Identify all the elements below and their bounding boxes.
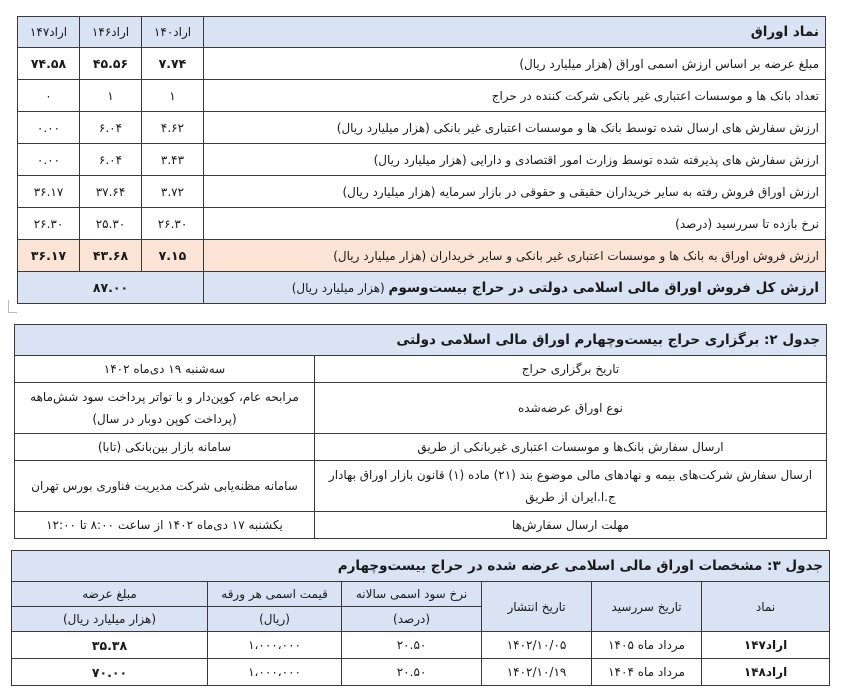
row-label: تعداد بانک ها و موسسات اعتباری غیر بانکی شرکت کننده در حراج bbox=[204, 80, 826, 112]
cell-value: ۲۶.۳۰ bbox=[142, 208, 204, 240]
table-row bbox=[15, 434, 827, 461]
header-amount-unit: (هزار میلیارد ریال) bbox=[12, 607, 208, 632]
header-price-unit: (ریال) bbox=[208, 607, 342, 632]
cell-value: ۳۷.۶۴ bbox=[80, 176, 142, 208]
cell-value: ۲۶.۳۰ bbox=[18, 208, 80, 240]
cell-value: ۴۳.۶۸ bbox=[80, 240, 142, 272]
auction-results-table bbox=[17, 16, 826, 304]
cell-price: ۱،۰۰۰،۰۰۰ bbox=[208, 659, 342, 686]
row-label: ارزش اوراق فروش رفته به سایر خریداران حقیقی و حقوقی در بازار سرمایه (هزار میلیارد ریال) bbox=[204, 176, 826, 208]
auction-info-table bbox=[14, 324, 827, 539]
cell-maturity: مرداد ماه ۱۴۰۴ bbox=[592, 659, 702, 686]
table-title-row bbox=[15, 325, 827, 356]
cell-amount: ۷۰.۰۰ bbox=[12, 659, 208, 686]
table-header-row bbox=[12, 582, 830, 607]
row-label: ارسال سفارش شرکت‌های بیمه و نهادهای مالی موضوع بند (۲۱) ماده (۱) قانون بازار اوراق بهادار ج.ا.ایران از طریق bbox=[315, 461, 827, 512]
cell-value: ۱ bbox=[80, 80, 142, 112]
cell-value: ۷.۱۵ bbox=[142, 240, 204, 272]
row-label: ارزش سفارش های پذیرفته شده توسط وزارت امور اقتصادی و دارایی (هزار میلیارد ریال) bbox=[204, 144, 826, 176]
cell-maturity: مرداد ماه ۱۴۰۵ bbox=[592, 632, 702, 659]
total-label-unit: (هزار میلیارد ریال) bbox=[291, 280, 389, 295]
header-rate: نرخ سود اسمی سالانه bbox=[342, 582, 482, 607]
cell-value: ۰.۰۰ bbox=[18, 144, 80, 176]
table-row-highlight bbox=[18, 240, 826, 272]
cell-amount: ۳۵.۳۸ bbox=[12, 632, 208, 659]
cell-value: ۶.۰۴ bbox=[80, 112, 142, 144]
table-header-row bbox=[18, 17, 826, 48]
total-label bbox=[204, 272, 826, 304]
cell-value: ۳.۴۳ bbox=[142, 144, 204, 176]
table-row bbox=[18, 80, 826, 112]
cell-value: ۴.۶۲ bbox=[142, 112, 204, 144]
row-value: مرابحه عام، کوپن‌دار و با تواتر پرداخت سود شش‌ماهه (پرداخت کوپن دوبار در سال) bbox=[15, 383, 315, 434]
header-symbol-label: نماد اوراق bbox=[204, 17, 826, 48]
cell-value: ۳۶.۱۷ bbox=[18, 240, 80, 272]
table-title: جدول ۲: برگزاری حراج بیست‌وچهارم اوراق مالی اسلامی دولتی bbox=[15, 325, 827, 356]
total-value: ۸۷.۰۰ bbox=[18, 272, 204, 304]
securities-specs-table bbox=[11, 550, 830, 686]
table-row bbox=[18, 112, 826, 144]
header-issue-date: تاریخ انتشار bbox=[482, 582, 592, 632]
header-col-arad146: اراد۱۴۶ bbox=[80, 17, 142, 48]
cell-value: ۷.۷۴ bbox=[142, 48, 204, 80]
cell-value: ۳۶.۱۷ bbox=[18, 176, 80, 208]
cell-value: ۰.۰۰ bbox=[18, 112, 80, 144]
header-maturity: تاریخ سررسید bbox=[592, 582, 702, 632]
row-label: نوع اوراق عرضه‌شده bbox=[315, 383, 827, 434]
cell-issue-date: ۱۴۰۲/۱۰/۰۵ bbox=[482, 632, 592, 659]
cell-value: ۰ bbox=[18, 80, 80, 112]
table-row bbox=[18, 48, 826, 80]
row-label: نرخ بازده تا سررسید (درصد) bbox=[204, 208, 826, 240]
table-row bbox=[18, 144, 826, 176]
row-label: تاریخ برگزاری حراج bbox=[315, 356, 827, 383]
cell-rate: ۲۰.۵۰ bbox=[342, 632, 482, 659]
table-row bbox=[18, 176, 826, 208]
cell-value: ۲۵.۳۰ bbox=[80, 208, 142, 240]
header-rate-unit: (درصد) bbox=[342, 607, 482, 632]
header-symbol: نماد bbox=[702, 582, 830, 632]
header-price: قیمت اسمی هر ورقه bbox=[208, 582, 342, 607]
row-label: ارزش سفارش های ارسال شده توسط بانک ها و موسسات اعتباری غیر بانکی (هزار میلیارد ریال) bbox=[204, 112, 826, 144]
row-label: ارسال سفارش بانک‌ها و موسسات اعتباری غیربانکی از طریق bbox=[315, 434, 827, 461]
cell-rate: ۲۰.۵۰ bbox=[342, 659, 482, 686]
table-row bbox=[15, 383, 827, 434]
row-value: سه‌شنبه ۱۹ دی‌ماه ۱۴۰۲ bbox=[15, 356, 315, 383]
table-row bbox=[12, 632, 830, 659]
table-row bbox=[18, 208, 826, 240]
header-col-arad147: اراد۱۴۷ bbox=[18, 17, 80, 48]
cell-symbol: اراد۱۴۸ bbox=[702, 659, 830, 686]
cell-value: ۱ bbox=[142, 80, 204, 112]
row-value: سامانه مظنه‌یابی شرکت مدیریت فناوری بورس تهران bbox=[15, 461, 315, 512]
cell-value: ۳.۷۲ bbox=[142, 176, 204, 208]
table-row bbox=[15, 512, 827, 539]
header-col-arad140: اراد۱۴۰ bbox=[142, 17, 204, 48]
table-row bbox=[12, 659, 830, 686]
table-total-row bbox=[18, 272, 826, 304]
table-row bbox=[15, 356, 827, 383]
total-label-main: ارزش کل فروش اوراق مالی اسلامی دولتی در حراج بیست‌وسوم bbox=[388, 279, 819, 296]
cell-price: ۱،۰۰۰،۰۰۰ bbox=[208, 632, 342, 659]
cell-value: ۷۴.۵۸ bbox=[18, 48, 80, 80]
row-label: مبلغ عرضه بر اساس ارزش اسمی اوراق (هزار میلیارد ریال) bbox=[204, 48, 826, 80]
cell-issue-date: ۱۴۰۲/۱۰/۱۹ bbox=[482, 659, 592, 686]
row-label: ارزش فروش اوراق به بانک ها و موسسات اعتباری غیر بانکی و سایر خریداران (هزار میلیارد ریال) bbox=[204, 240, 826, 272]
table-title-row bbox=[12, 551, 830, 582]
paragraph-marker bbox=[8, 300, 17, 313]
row-label: مهلت ارسال سفارش‌ها bbox=[315, 512, 827, 539]
header-amount: مبلغ عرضه bbox=[12, 582, 208, 607]
cell-value: ۶.۰۴ bbox=[80, 144, 142, 176]
table-title: جدول ۳: مشخصات اوراق مالی اسلامی عرضه شده در حراج بیست‌وچهارم bbox=[12, 551, 830, 582]
row-value: یکشنبه ۱۷ دی‌ماه ۱۴۰۲ از ساعت ۸:۰۰ تا ۱۲:۰۰ bbox=[15, 512, 315, 539]
table-row bbox=[15, 461, 827, 512]
cell-value: ۴۵.۵۶ bbox=[80, 48, 142, 80]
row-value: سامانه بازار بین‌بانکی (تابا) bbox=[15, 434, 315, 461]
cell-symbol: اراد۱۴۷ bbox=[702, 632, 830, 659]
